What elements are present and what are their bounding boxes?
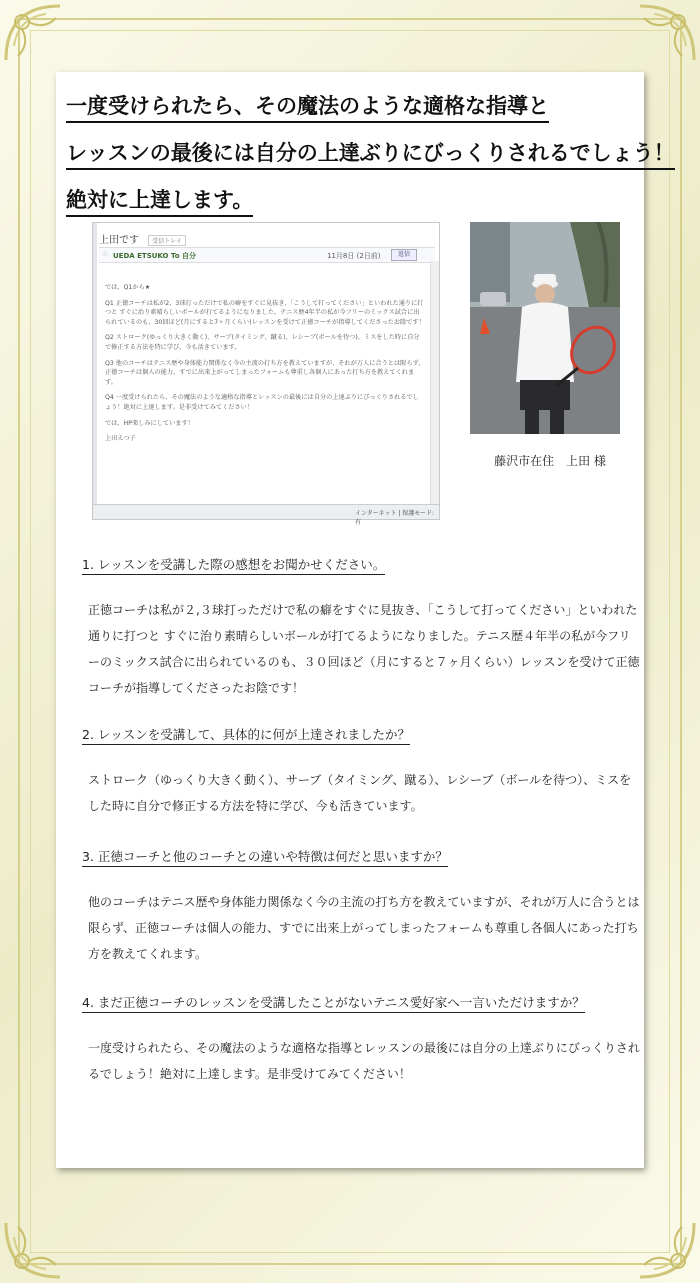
email-body-line: では、HP楽しみにしています！	[105, 419, 194, 427]
answer-4: 一度受けられたら、その魔法のような適格な指導とレッスンの最後には自分の上達ぶりにびっくりされるでしょう！絶対に上達します。是非受けてみてください！	[88, 1041, 640, 1081]
email-status-bar	[93, 504, 439, 526]
question-2: 2. レッスンを受講して、具体的に何が上達されましたか？	[82, 725, 410, 745]
email-reply-button: 返信	[391, 249, 417, 261]
answer-3: 他のコーチはテニス歴や身体能力関係なく今の主流の打ち方を教えていますが、それが万人に合うとは限らず、正徳コーチは個人の能力、すでに出来上がってしまったフォームも尊重し各個人にあった打ち方を教えてくれます。	[88, 895, 640, 961]
email-scrollbar	[430, 261, 439, 505]
qa-block-4	[82, 992, 642, 1087]
question-4: 4. まだ正徳コーチのレッスンを受講したことがないテニス愛好家へ一言いただけますか？	[82, 993, 585, 1013]
photo-caption: 藤沢市在住 上田 様	[494, 454, 606, 468]
email-body-line: 上田えつ子	[105, 435, 136, 443]
corner-ornament-bottom-left	[0, 1193, 90, 1283]
headline	[66, 86, 675, 227]
email-screenshot	[92, 222, 440, 526]
email-left-edge	[93, 223, 97, 519]
question-3: 3. 正徳コーチと他のコーチとの違いや特徴は何だと思いますか？	[82, 847, 448, 867]
email-body-line: Q4 一度受けられたら、その魔法のような適格な指導とレッスンの最後には自分の上達ぶりにびっくりされるでしょう！絶対に上達します。是非受けてみてください！	[105, 394, 419, 411]
email-body-line: では、Q1から★	[105, 284, 151, 291]
star-icon: ☆	[102, 250, 109, 258]
email-sender: UEDA ETSUKO To 自分	[113, 252, 197, 260]
headline-line-1: 一度受けられたら、その魔法のような適格な指導と	[66, 91, 549, 123]
email-date: 11月8日 (2日前)	[327, 252, 381, 260]
content-panel	[56, 72, 675, 1168]
question-1: 1. レッスンを受講した際の感想をお聞かせください。	[82, 555, 385, 575]
qa-block-3	[82, 846, 642, 967]
email-body-line: Q1 正徳コーチは私が2、3球打っただけで私の癖をすぐに見抜き、「こうして打ってください」といわれた通りに打つと すぐに治り素晴らしいボールが打てるようになりました。テニス歴4年半の私が今フリーのミックス試合に出られているのも、30回ほど(月にすると7ヶ月くらい)レッスンを受けて正徳コーチが指導してくださったお陰です！	[105, 299, 425, 326]
qa-block-1	[82, 554, 642, 701]
answer-2: ストローク（ゆっくり大きく動く）、サーブ（タイミング、蹴る）、レシーブ（ボールを待つ）、ミスをした時に自分で修正する方法を特に学び、今も活きています。	[88, 773, 632, 813]
email-subject: 上田です	[99, 235, 139, 246]
customer-photo	[470, 222, 620, 434]
qa-block-2	[82, 724, 642, 819]
email-header-bar	[99, 247, 435, 263]
answer-1: 正徳コーチは私が２,３球打っただけで私の癖をすぐに見抜き、「こうして打ってください」といわれた通りに打つと すぐに治り素晴らしいボールが打てるようになりました。テニス歴４年半の私が今フリーのミックス試合に出られているのも、３０回ほど（月にすると７ヶ月くらい）レッスンを受けて正徳コーチが指導してくださったお陰です！	[88, 603, 640, 695]
email-status-text: インターネット | 保護モード: 有	[355, 510, 435, 526]
email-body	[105, 283, 425, 450]
email-body-line: Q3 他のコーチはテニス歴や身体能力関係なく今の主流の打ち方を教えていますが、それが万人に合うとは限らず、正徳コーチは個人の能力、すでに出来上がってしまったフォームも尊重し各個人にあった打ち方を教えてくれます。	[105, 359, 425, 386]
email-title	[99, 231, 186, 246]
headline-line-2: レッスンの最後には自分の上達ぶりにびっくりされるでしょう！	[66, 138, 675, 170]
email-title-tag: 受信トレイ	[148, 235, 186, 246]
headline-line-3: 絶対に上達します。	[66, 185, 253, 217]
corner-ornament-bottom-right	[610, 1193, 700, 1283]
email-body-line: Q2 ストローク(ゆっくり大きく動く)、サーブ(タイミング、蹴る)、レシーブ(ボールを待つ)、ミスをした時に自分で修正する方法を特に学び、今も活きています。	[105, 334, 420, 351]
